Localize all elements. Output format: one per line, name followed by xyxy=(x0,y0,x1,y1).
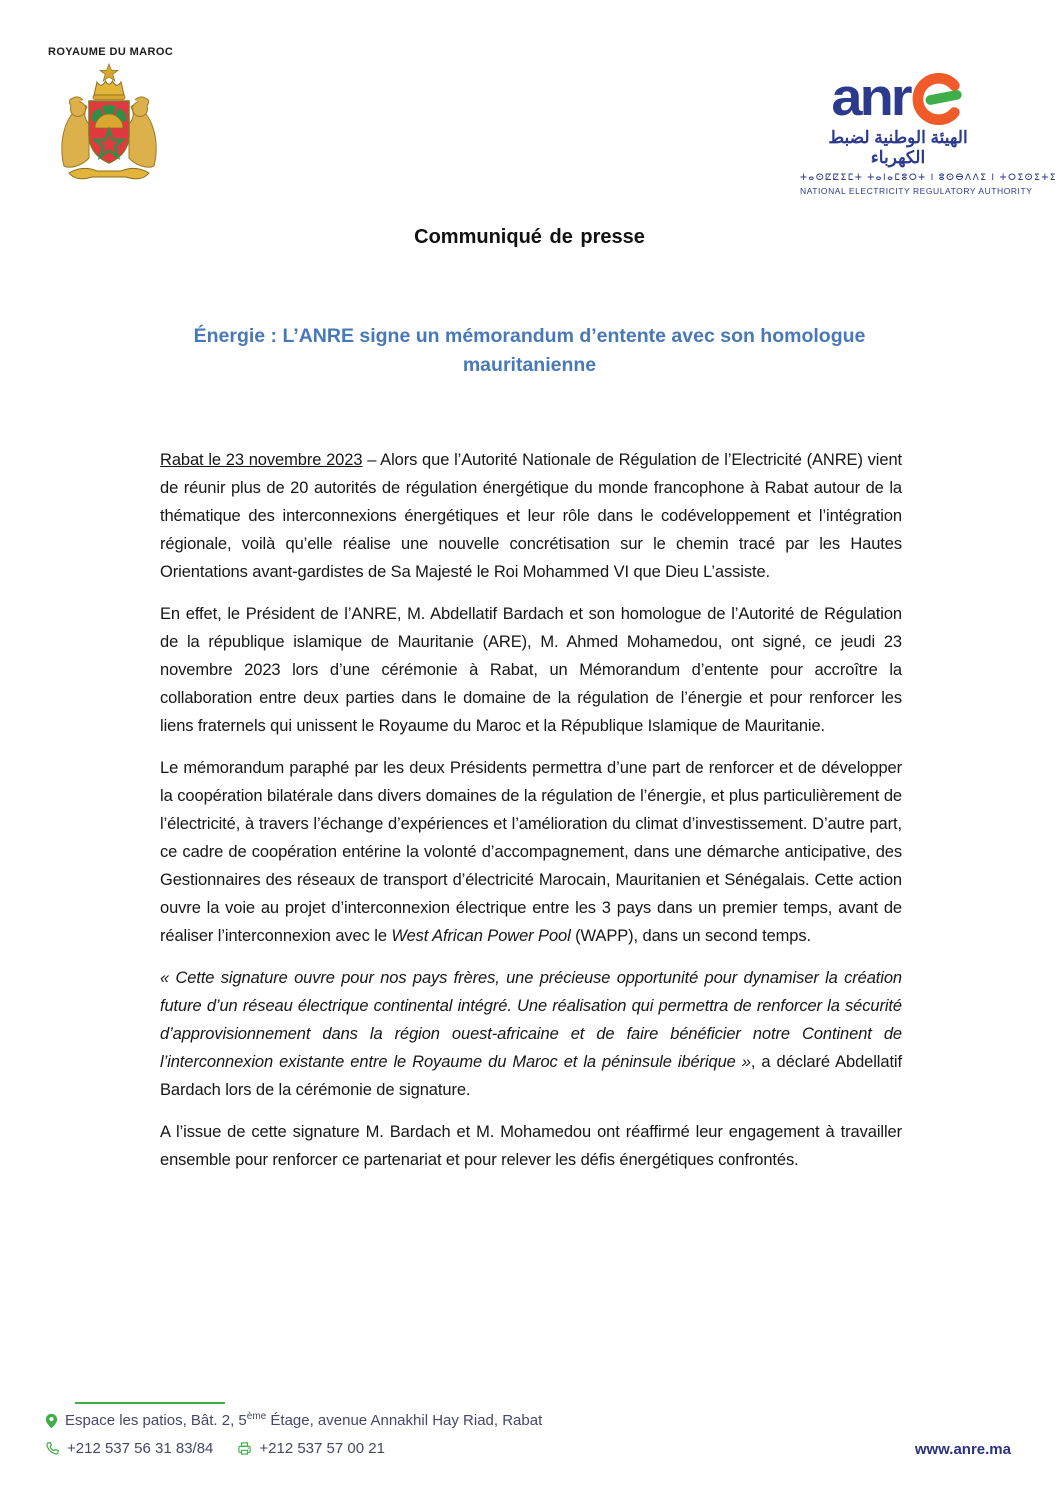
phone-icon xyxy=(45,1441,60,1456)
anre-arabic-name: الهيئة الوطنية لضبط الكهرباء xyxy=(828,128,968,168)
anre-wordmark xyxy=(800,68,996,126)
kingdom-label: ROYAUME DU MAROC xyxy=(48,46,174,58)
paragraph: En effet, le Président de l’ANRE, M. Abdellatif Bardach et son homologue de l’Autorité de Régulation de la république islamique de Mauritanie (ARE), M. Ahmed Mohamedou, ont signé, ce jeudi 23 novembre 2023 lors d’une cérémonie à Rabat, un Mémorandum d’entente pour accroître la collaboration entre deux parties dans le domaine de la régulation de l’énergie et pour renforcer les liens fraternels qui unissent le Royaume du Maroc et la République Islamique de Mauritanie. xyxy=(160,605,902,735)
headline: Énergie : L’ANRE signe un mémorandum d’entente avec son homologue mauritanienne xyxy=(193,325,866,376)
footer-website: www.anre.ma xyxy=(914,1441,1011,1458)
anre-english-name: NATIONAL ELECTRICITY REGULATORY AUTHORITY xyxy=(800,185,1033,196)
footer-address: Espace les patios, Bât. 2, 5ème Étage, avenue Annakhil Hay Riad, Rabat xyxy=(65,1411,543,1429)
footer-phone: +212 537 56 31 83/84 xyxy=(67,1440,214,1457)
footer-address-line xyxy=(45,1412,542,1429)
anre-e-icon xyxy=(911,72,965,126)
anre-tifinagh-name: ⵜⴰⵙⵇⵇⵉⵎⵜ ⵜⴰⵏⴰⵎⵓⵔⵜ ⵏ ⵓⵙⴱⴷⴷⵉ ⵏ ⵜⵔⵉⵙⵉⵜⵉ xyxy=(800,171,1057,182)
footer-fax: +212 537 57 00 21 xyxy=(259,1440,385,1457)
paragraph: « Cette signature ouvre pour nos pays frères, une précieuse opportunité pour dynamiser la création future d’un réseau électrique continental intégré. Une réalisation qui permettra de renforcer la sécurité d’approvisionnement dans la région ouest-africaine et de faire bénéficier notre Continent de l’interconnexion existante entre le Royaume du Maroc et la péninsule ibérique », a déclaré Abdellatif Bardach lors de la cérémonie de signature. xyxy=(160,969,902,1099)
morocco-coat-of-arms-icon xyxy=(50,62,168,188)
body-paragraphs xyxy=(160,446,902,1188)
paragraph: Le mémorandum paraphé par les deux Présidents permettra d’une part de renforcer et de développer la coopération bilatérale dans divers domaines de la régulation de l’énergie, et plus particulièrement de l’électricité, à travers l’échange d’expériences et l’amélioration du climat d’investissement. D’autre part, ce cadre de coopération entérine la volonté d’accompagnement, dans une démarche anticipative, des Gestionnaires des réseaux de transport d’électricité Marocain, Mauritanien et Sénégalais. Cette action ouvre la voie au projet d’interconnexion électrique entre les 3 pays dans un premier temps, avant de réaliser l’interconnexion avec le West African Power Pool (WAPP), dans un second temps. xyxy=(160,759,902,945)
fax-icon xyxy=(237,1441,252,1456)
location-pin-icon xyxy=(45,1413,58,1429)
anre-wordmark-text: anr xyxy=(831,66,910,127)
paragraph: Rabat le 23 novembre 2023 – Alors que l’Autorité Nationale de Régulation de l’Electricité (ANRE) vient de réunir plus de 20 autorités de régulation énergétique du monde francophone à Rabat autour de la thématique des interconnexions énergétiques et leur rôle dans le codéveloppement et l’intégration régionale, voilà qu’elle réalise une nouvelle concrétisation sur le chemin tracé par les Hautes Orientations avant-gardistes de Sa Majesté le Roi Mohammed VI que Dieu L’assiste. xyxy=(160,451,903,581)
paragraph: A l’issue de cette signature M. Bardach et M. Mohamedou ont réaffirmé leur engagement à travailler ensemble pour renforcer ce partenariat et pour relever les défis énergétiques confrontés. xyxy=(160,1123,902,1169)
footer-contact-line xyxy=(45,1440,385,1457)
document-title: Communiqué de presse xyxy=(414,226,645,248)
footer-divider xyxy=(75,1402,225,1404)
anre-logo xyxy=(800,66,1057,196)
